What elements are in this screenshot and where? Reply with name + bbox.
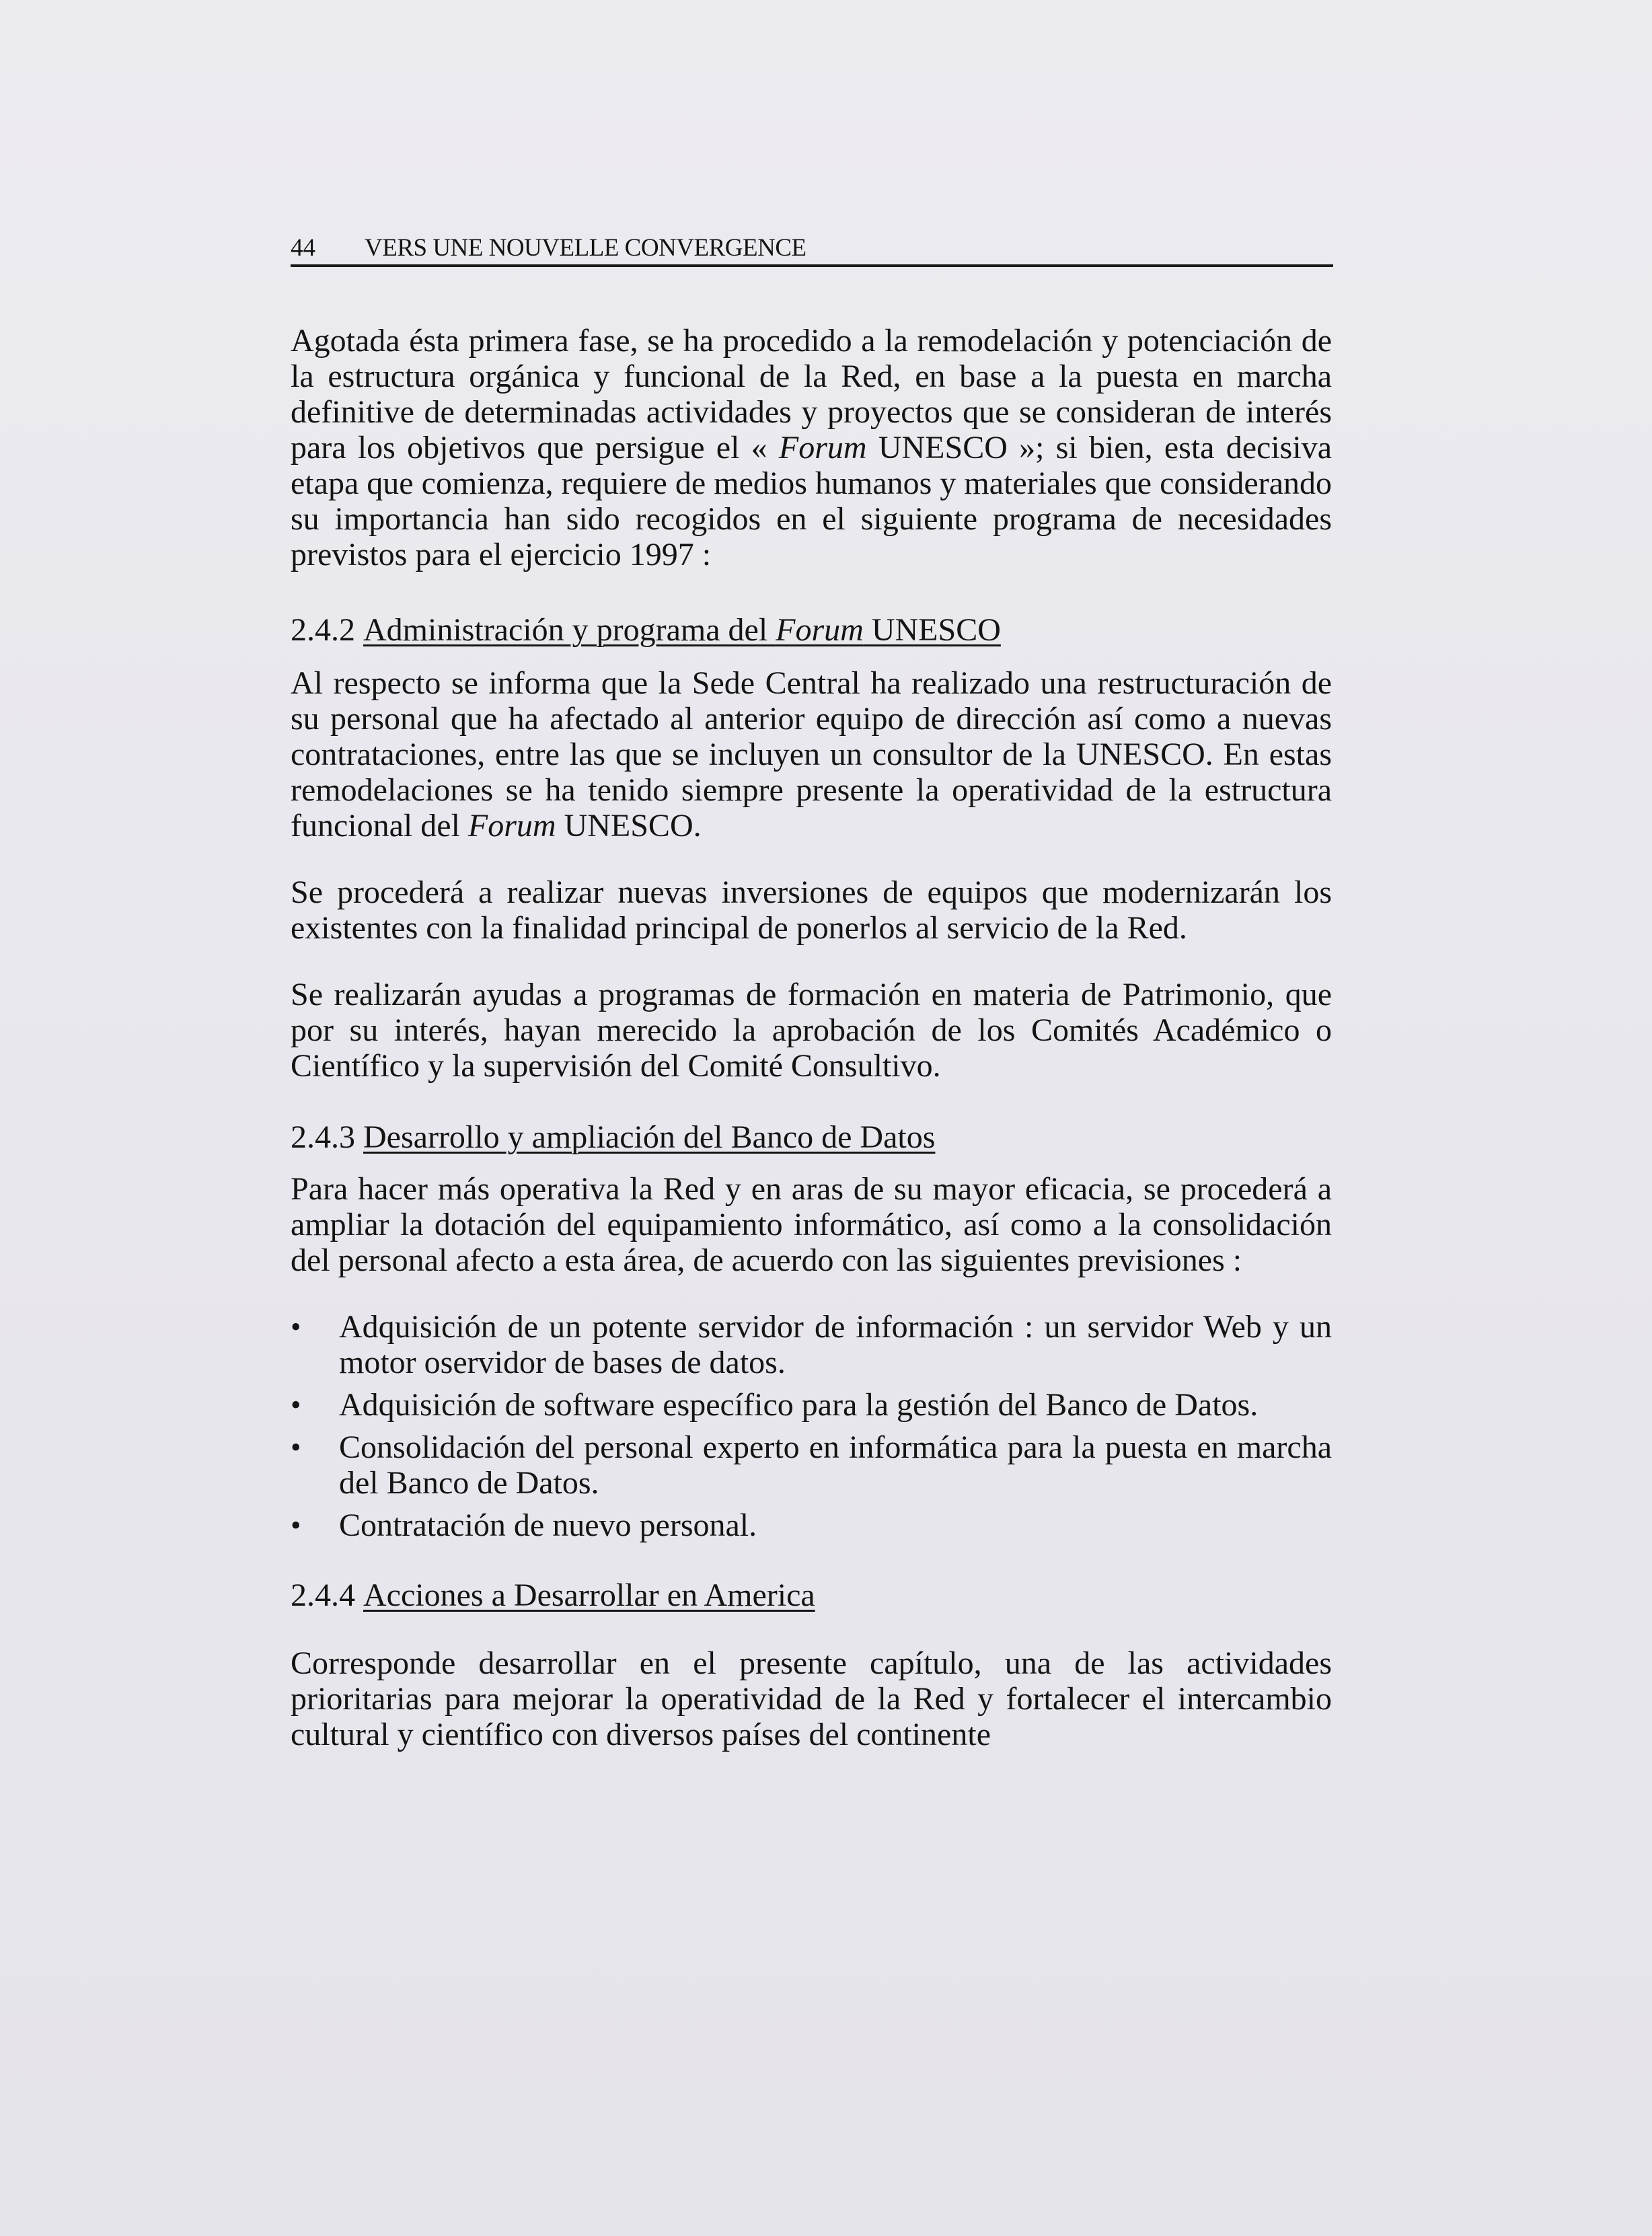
section-heading-2-4-3: 2.4.3 Desarrollo y ampliación del Banco de Datos bbox=[291, 1119, 936, 1155]
list-item: • Adquisición de un potente servidor de información : un servidor Web y un motor oservidor de bases de datos. bbox=[291, 1309, 1332, 1380]
paragraph-intro: Agotada ésta primera fase, se ha procedido a la remodelación y potenciación de la estructura orgánica y funcional de la Red, en base a la puesta en marcha definitive de determinadas actividades y proyectos que se consideran de interés para los objetivos que persigue el « Forum UNESCO »; si bien, esta decisiva etapa que comienza, requiere de medios humanos y materiales que considerando su importancia han sido recogidos en el siguiente programa de necesidades previstos para el ejercicio 1997 : bbox=[291, 323, 1332, 572]
bullet-icon: • bbox=[291, 1509, 301, 1542]
paragraph-inversiones: Se procederá a realizar nuevas inversiones de equipos que modernizarán los existentes con la finalidad principal de ponerlos al servicio de la Red. bbox=[291, 874, 1332, 946]
paragraph-america: Corresponde desarrollar en el presente capítulo, una de las actividades prioritarias para mejorar la operatividad de la Red y fortalecer el intercambio cultural y científico con diversos países del continente bbox=[291, 1645, 1332, 1752]
running-title: VERS UNE NOUVELLE CONVERGENCE bbox=[365, 234, 806, 262]
running-header bbox=[291, 232, 1333, 267]
paragraph-ayudas: Se realizarán ayudas a programas de formación en materia de Patrimonio, que por su interés, hayan merecido la aprobación de los Comités Académico o Científico y la supervisión del Comité Consultivo. bbox=[291, 977, 1332, 1084]
section-heading-2-4-2: 2.4.2 Administración y programa del Forum UNESCO bbox=[291, 612, 1001, 648]
paragraph-banco-datos: Para hacer más operativa la Red y en aras de su mayor eficacia, se procederá a ampliar la dotación del equipamiento informático, así como a la consolidación del personal afecto a esta área, de acuerdo con las siguientes previsiones : bbox=[291, 1171, 1332, 1278]
bullet-icon: • bbox=[291, 1388, 301, 1421]
list-item: • Adquisición de software específico para la gestión del Banco de Datos. bbox=[291, 1387, 1259, 1423]
list-item: • Consolidación del personal experto en informática para la puesta en marcha del Banco de Datos. bbox=[291, 1429, 1332, 1501]
list-item: • Contratación de nuevo personal. bbox=[291, 1507, 757, 1543]
page-number: 44 bbox=[291, 234, 315, 262]
bullet-icon: • bbox=[291, 1310, 301, 1343]
previsiones-list bbox=[291, 1309, 1332, 1543]
document-body bbox=[291, 323, 1332, 1752]
paragraph-administracion: Al respecto se informa que la Sede Central ha realizado una restructuración de su personal que ha afectado al anterior equipo de dirección así como a nuevas contrataciones, entre las que se incluyen un consultor de la UNESCO. En estas remodelaciones se ha tenido siempre presente la operatividad de la estructura funcional del Forum UNESCO. bbox=[291, 665, 1332, 844]
section-heading-2-4-4: 2.4.4 Acciones a Desarrollar en America bbox=[291, 1577, 815, 1613]
bullet-icon: • bbox=[291, 1431, 301, 1464]
